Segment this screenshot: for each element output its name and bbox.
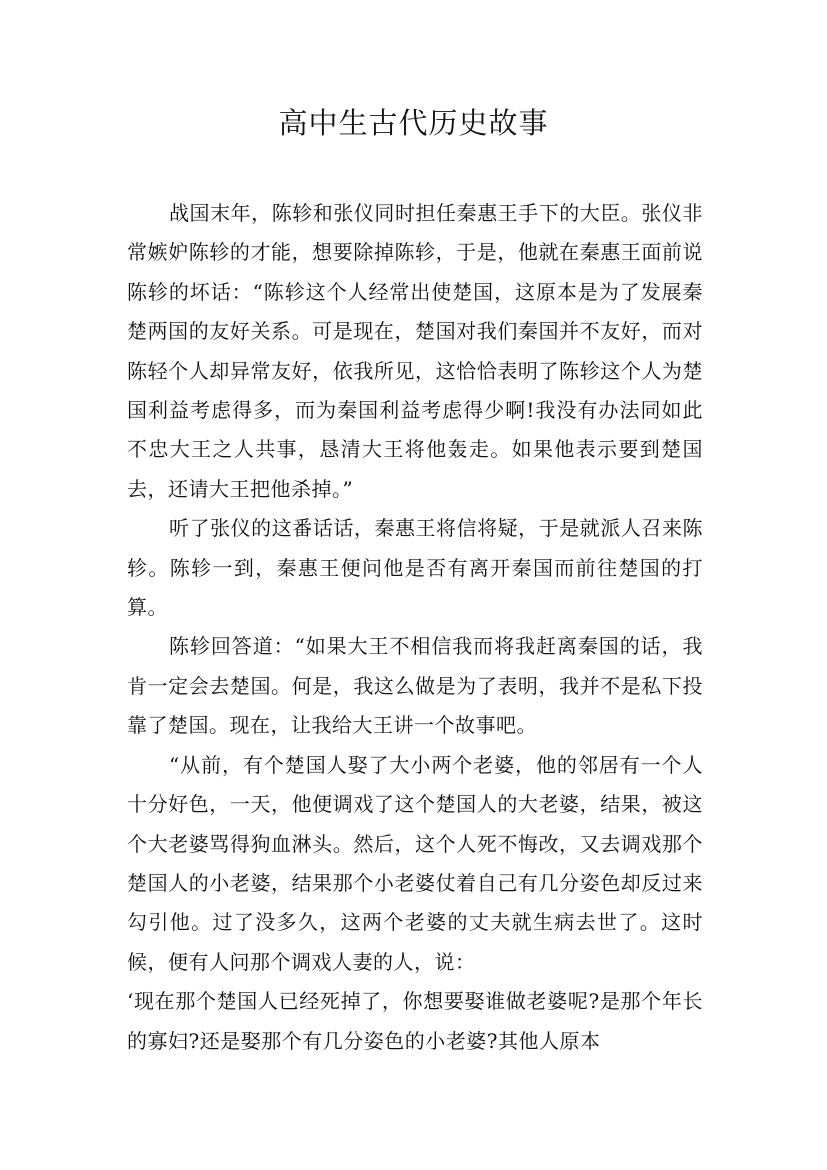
paragraph: “从前，有个楚国人娶了大小两个老婆，他的邻居有一个人十分好色，一天，他便调戏了这个楚国人的大老婆，结果，被这个大老婆骂得狗血淋头。然后，这个人死不悔改，又去调戏那个楚国人的小老婆，结果那个小老婆仗着自己有几分姿色却反过来勾引他。过了没多久，这两个老婆的丈夫就生病去世了。这时候，便有人问那个调戏人妻的人，说：: [127, 752, 703, 974]
document-title: 高中生古代历史故事: [278, 106, 549, 140]
paragraph: ‘现在那个楚国人已经死掉了，你想要娶谁做老婆呢?是那个年长的寡妇?还是娶那个有几分姿色的小老婆?其他人原本: [127, 989, 703, 1053]
paragraph: 陈轸回答道：“如果大王不相信我而将我赶离秦国的话，我肯一定会去楚国。何是，我这么做是为了表明，我并不是私下投靠了楚国。现在，让我给大王讲一个故事吧。: [127, 634, 703, 738]
paragraph: 战国末年，陈轸和张仪同时担任秦惠王手下的大臣。张仪非常嫉妒陈轸的才能，想要除掉陈轸，于是，他就在秦惠王面前说陈轸的坏话：“陈轸这个人经常出使楚国，这原本是为了发展秦楚两国的友好关系。可是现在，楚国对我们秦国并不友好，而对陈轻个人却异常友好，依我所见，这恰恰表明了陈轸这个人为楚国利益考虑得多，而为秦国利益考虑得少啊!我没有办法同如此不忠大王之人共事，恳清大王将他轰走。如果他表示要到楚国去，还请大王把他杀掉。”: [127, 201, 703, 501]
document-body: [127, 194, 703, 1061]
paragraph: 听了张仪的这番话话，秦惠王将信将疑，于是就派人召来陈轸。陈轸一到，秦惠王便问他是否有离开秦国而前往楚国的打算。: [127, 516, 703, 620]
